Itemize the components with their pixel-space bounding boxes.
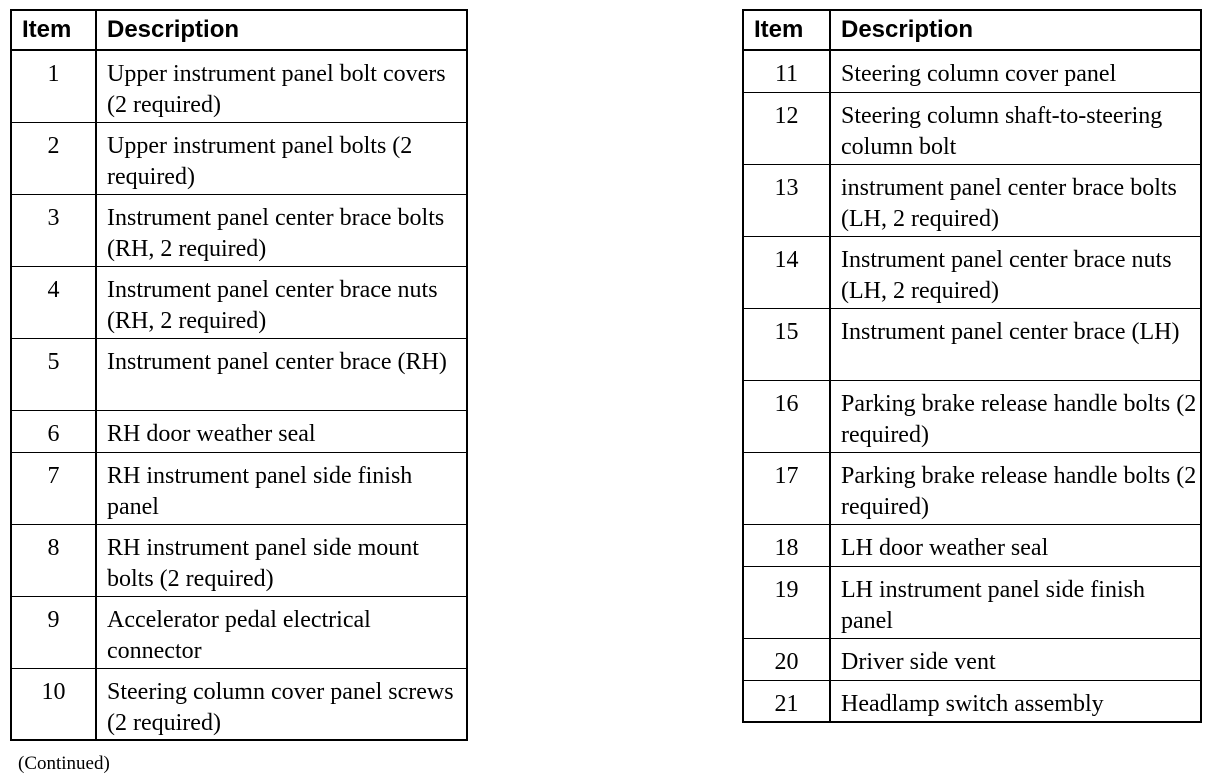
item-number: 20 (743, 638, 830, 680)
table-row (11, 668, 467, 740)
item-description: Upper instrument panel bolt covers (2 required) (96, 50, 467, 122)
item-number: 11 (743, 50, 830, 92)
table-row (743, 566, 1201, 638)
table-row (743, 164, 1201, 236)
item-description: LH instrument panel side finish panel (830, 566, 1201, 638)
item-description: RH instrument panel side finish panel (96, 452, 467, 524)
parts-table-left (10, 9, 468, 741)
table-header-row (743, 10, 1201, 50)
table-row (743, 236, 1201, 308)
item-description: Steering column cover panel (830, 50, 1201, 92)
table-row (743, 680, 1201, 722)
table-row (11, 194, 467, 266)
item-description: Parking brake release handle bolts (2 required) (830, 452, 1201, 524)
table-row (743, 92, 1201, 164)
item-description: Upper instrument panel bolts (2 required) (96, 122, 467, 194)
item-number: 8 (11, 524, 96, 596)
item-number: 18 (743, 524, 830, 566)
item-column-header: Item (11, 10, 96, 50)
item-description: Instrument panel center brace (RH) (96, 338, 467, 410)
item-description: Driver side vent (830, 638, 1201, 680)
item-number: 15 (743, 308, 830, 380)
item-description: Steering column cover panel screws (2 required) (96, 668, 467, 740)
item-description: Headlamp switch assembly (830, 680, 1201, 722)
table-row (11, 452, 467, 524)
table-row (743, 638, 1201, 680)
item-description: Instrument panel center brace nuts (RH, 2 required) (96, 266, 467, 338)
item-column-header: Item (743, 10, 830, 50)
description-column-header: Description (96, 10, 467, 50)
table-row (11, 122, 467, 194)
item-description: RH door weather seal (96, 410, 467, 452)
item-number: 4 (11, 266, 96, 338)
item-number: 19 (743, 566, 830, 638)
item-number: 7 (11, 452, 96, 524)
item-description: Instrument panel center brace nuts (LH, 2 required) (830, 236, 1201, 308)
item-number: 17 (743, 452, 830, 524)
item-description: RH instrument panel side mount bolts (2 required) (96, 524, 467, 596)
table-row (743, 380, 1201, 452)
table-header-row (11, 10, 467, 50)
item-description: LH door weather seal (830, 524, 1201, 566)
item-description: Instrument panel center brace (LH) (830, 308, 1201, 380)
item-description: Accelerator pedal electrical connector (96, 596, 467, 668)
table-row (11, 524, 467, 596)
table-row (11, 338, 467, 410)
table-row (743, 452, 1201, 524)
item-number: 2 (11, 122, 96, 194)
table-row (743, 524, 1201, 566)
item-description: instrument panel center brace bolts (LH, 2 required) (830, 164, 1201, 236)
item-description: Parking brake release handle bolts (2 required) (830, 380, 1201, 452)
table-row (11, 596, 467, 668)
table-row (11, 410, 467, 452)
table-row (743, 50, 1201, 92)
item-number: 13 (743, 164, 830, 236)
parts-table-right (742, 9, 1202, 723)
description-column-header: Description (830, 10, 1201, 50)
continued-note: (Continued) (18, 753, 110, 774)
item-number: 6 (11, 410, 96, 452)
item-number: 21 (743, 680, 830, 722)
item-number: 12 (743, 92, 830, 164)
table-row (11, 50, 467, 122)
item-number: 10 (11, 668, 96, 740)
item-description: Instrument panel center brace bolts (RH, 2 required) (96, 194, 467, 266)
item-number: 16 (743, 380, 830, 452)
item-number: 5 (11, 338, 96, 410)
item-number: 9 (11, 596, 96, 668)
table-row (743, 308, 1201, 380)
item-number: 14 (743, 236, 830, 308)
table-row (11, 266, 467, 338)
item-number: 3 (11, 194, 96, 266)
item-number: 1 (11, 50, 96, 122)
item-description: Steering column shaft-to-steering column bolt (830, 92, 1201, 164)
